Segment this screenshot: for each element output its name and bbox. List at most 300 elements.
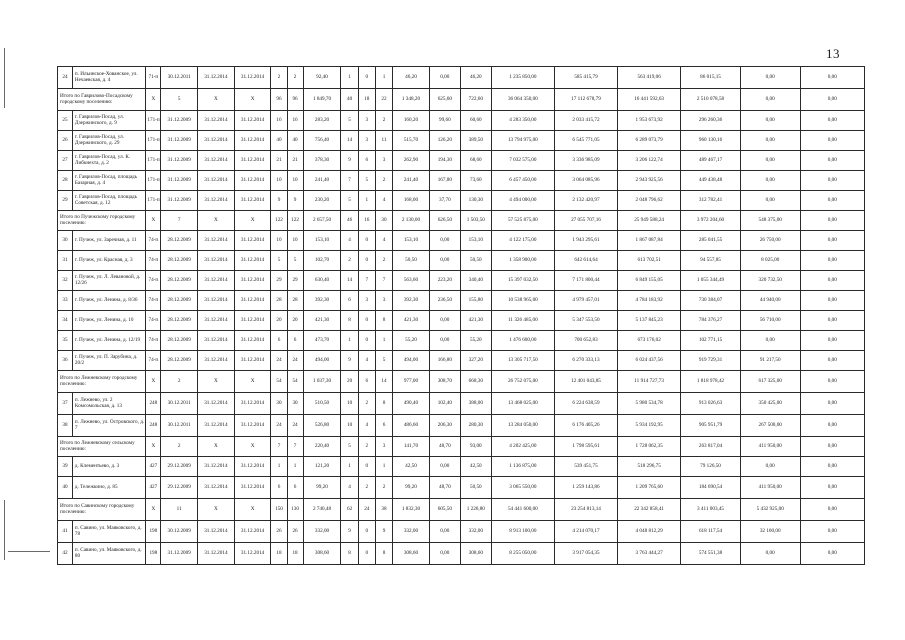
value-cell-c15: 155,80: [460, 291, 491, 311]
value-cell-c16: 1 358 900,00: [491, 251, 554, 271]
value-cell-c16: 1 235 850,00: [491, 67, 554, 89]
value-cell-c17: 4 979 457,01: [554, 291, 617, 311]
table-row: [58, 67, 865, 89]
value-cell-c16: 4 122 175,00: [491, 231, 554, 251]
value-cell-c3: 198: [146, 543, 161, 565]
table-row: [58, 521, 865, 543]
value-cell-c6: 31.12.2014: [234, 457, 271, 477]
value-cell-c6: 31.12.2014: [234, 415, 271, 437]
value-cell-c3: X: [146, 437, 161, 457]
value-cell-c5: 31.12.2014: [198, 171, 235, 191]
value-cell-c11: 3: [358, 111, 375, 131]
value-cell-c5: 31.12.2014: [198, 457, 235, 477]
value-cell-c17: 1 259 143,86: [554, 477, 617, 499]
value-cell-c16: 7 032 575,00: [491, 151, 554, 171]
value-cell-c18: 25 949 588,24: [618, 211, 681, 231]
value-cell-c5: 31.12.2014: [198, 251, 235, 271]
value-cell-c6: 31.12.2014: [234, 151, 271, 171]
value-cell-c21: 0,00: [800, 131, 864, 151]
value-cell-c19: 919 729,31: [681, 351, 741, 371]
value-cell-c20: 32 100,00: [740, 521, 800, 543]
value-cell-c7: 28: [271, 291, 287, 311]
value-cell-c8: 5: [287, 251, 303, 271]
value-cell-c19: 263 817,04: [681, 437, 741, 457]
value-cell-c15: 42,50: [460, 457, 491, 477]
address-cell: г. Пучеж, ул. Ленина, д. 10: [72, 311, 145, 331]
address-cell: г. Пучеж, ул. Красная, д. 3: [72, 251, 145, 271]
value-cell-c4: 2: [161, 437, 198, 457]
value-cell-c18: 6 024 437,56: [618, 351, 681, 371]
value-cell-c20: 548 375,00: [740, 211, 800, 231]
value-cell-c11: 6: [358, 371, 375, 393]
address-cell: г. Гаврилов-Посад, ул. Дзержинского, д. 29: [72, 131, 145, 151]
value-cell-c8: 21: [287, 151, 303, 171]
value-cell-c13: 241,40: [393, 171, 430, 191]
value-cell-c14: 0,00: [429, 311, 460, 331]
value-cell-c21: 0,00: [800, 371, 864, 393]
value-cell-c13: 141,70: [393, 437, 430, 457]
subtotal-row: [58, 499, 865, 521]
value-cell-c16: 3 065 550,00: [491, 477, 554, 499]
value-cell-c6: X: [234, 371, 271, 393]
value-cell-c17: 17 112 678,79: [554, 89, 617, 111]
value-cell-c19: 784 376,27: [681, 311, 741, 331]
value-cell-c21: 0,00: [800, 331, 864, 351]
value-cell-c8: 6: [287, 331, 303, 351]
value-cell-c5: X: [198, 499, 235, 521]
value-cell-c19: 296 260,36: [681, 111, 741, 131]
value-cell-c21: 0,00: [800, 351, 864, 371]
value-cell-c8: 96: [287, 89, 303, 111]
value-cell-c14: 206,30: [429, 415, 460, 437]
value-cell-c18: 1 209 765,60: [618, 477, 681, 499]
value-cell-c18: 5 934 192,95: [618, 415, 681, 437]
row-number-cell: 34: [58, 311, 73, 331]
value-cell-c8: 54: [287, 371, 303, 393]
table-row: [58, 151, 865, 171]
value-cell-c13: 515,70: [393, 131, 430, 151]
value-cell-c3: 171-п: [146, 171, 161, 191]
value-cell-c15: 327,20: [460, 351, 491, 371]
value-cell-c17: 12 401 043,85: [554, 371, 617, 393]
value-cell-c6: 31.12.2014: [234, 231, 271, 251]
value-cell-c9: 526,80: [303, 415, 341, 437]
value-cell-c8: 130: [287, 499, 303, 521]
value-cell-c4: 30.12.2011: [161, 67, 198, 89]
value-cell-c12: 38: [375, 499, 392, 521]
subtotal-label: Итого по Лежневскому сельскому поселению:: [58, 437, 146, 457]
value-cell-c8: 24: [287, 351, 303, 371]
value-cell-c4: 31.12.2009: [161, 111, 198, 131]
value-cell-c3: 74-п: [146, 331, 161, 351]
value-cell-c17: 700 652,83: [554, 331, 617, 351]
value-cell-c19: 79 126,50: [681, 457, 741, 477]
value-cell-c8: 122: [287, 211, 303, 231]
value-cell-c18: 518 296,75: [618, 457, 681, 477]
value-cell-c12: 3: [375, 291, 392, 311]
value-cell-c13: 99,20: [393, 477, 430, 499]
value-cell-c20: 0,00: [740, 67, 800, 89]
value-cell-c7: 40: [271, 131, 287, 151]
value-cell-c21: 0,00: [800, 111, 864, 131]
value-cell-c12: 14: [375, 371, 392, 393]
value-cell-c9: 92,40: [303, 67, 341, 89]
value-cell-c18: 563 419,06: [618, 67, 681, 89]
value-cell-c10: 9: [341, 151, 358, 171]
value-cell-c10: 2: [341, 251, 358, 271]
value-cell-c16: 10 538 965,00: [491, 291, 554, 311]
left-margin-mark: [4, 48, 5, 108]
value-cell-c15: 50,50: [460, 477, 491, 499]
value-cell-c20: 0,00: [740, 191, 800, 211]
value-cell-c11: 24: [358, 499, 375, 521]
value-cell-c7: 29: [271, 271, 287, 291]
value-cell-c7: 2: [271, 67, 287, 89]
value-cell-c12: 6: [375, 415, 392, 437]
value-cell-c17: 642 614,64: [554, 251, 617, 271]
address-cell: г. Пучеж, ул. Ленина, д. 8/36: [72, 291, 145, 311]
table-row: [58, 251, 865, 271]
value-cell-c9: 102,70: [303, 251, 341, 271]
value-cell-c9: 392,30: [303, 291, 341, 311]
value-cell-c21: 0,00: [800, 271, 864, 291]
value-cell-c5: 31.12.2014: [198, 331, 235, 351]
value-cell-c19: 730 384,07: [681, 291, 741, 311]
value-cell-c16: 36 064 350,00: [491, 89, 554, 111]
value-cell-c11: 0: [358, 311, 375, 331]
value-cell-c16: 6 457 450,00: [491, 171, 554, 191]
value-cell-c14: 223,20: [429, 271, 460, 291]
value-cell-c17: 27 055 707,16: [554, 211, 617, 231]
value-cell-c14: 236,50: [429, 291, 460, 311]
value-cell-c9: 332,00: [303, 521, 341, 543]
value-cell-c4: 30.12.2011: [161, 393, 198, 415]
value-cell-c17: 4 214 070,17: [554, 521, 617, 543]
value-cell-c7: 96: [271, 89, 287, 111]
value-cell-c7: 16: [271, 111, 287, 131]
subtotal-label: Итого по Пучежскому городскому поселению:: [58, 211, 146, 231]
value-cell-c15: 130,30: [460, 191, 491, 211]
value-cell-c19: 489 467,17: [681, 151, 741, 171]
address-cell: г. Пучеж, ул. Ленина, д. 12/19: [72, 331, 145, 351]
value-cell-c14: 37,70: [429, 191, 460, 211]
address-cell: г. Пучеж, ул. Заречная, д. 11: [72, 231, 145, 251]
value-cell-c8: 6: [287, 477, 303, 499]
value-cell-c5: X: [198, 211, 235, 231]
value-cell-c16: 13 284 050,00: [491, 415, 554, 437]
value-cell-c10: 62: [341, 499, 358, 521]
value-cell-c9: 421,30: [303, 311, 341, 331]
value-cell-c14: 626,50: [429, 211, 460, 231]
value-cell-c3: 171-п: [146, 151, 161, 171]
value-cell-c6: 31.12.2014: [234, 393, 271, 415]
subtotal-row: [58, 89, 865, 111]
value-cell-c12: 1: [375, 457, 392, 477]
value-cell-c4: 28.12.2009: [161, 231, 198, 251]
value-cell-c20: 0,00: [740, 151, 800, 171]
value-cell-c10: 1: [341, 331, 358, 351]
row-number-cell: 39: [58, 457, 73, 477]
value-cell-c4: 30.12.2011: [161, 415, 198, 437]
value-cell-c4: 30.12.2009: [161, 521, 198, 543]
value-cell-c4: 31.12.2009: [161, 171, 198, 191]
value-cell-c13: 50,50: [393, 251, 430, 271]
value-cell-c19: 913 026,63: [681, 393, 741, 415]
value-cell-c15: 722,60: [460, 89, 491, 111]
value-cell-c20: 0,00: [740, 111, 800, 131]
value-cell-c10: 9: [341, 521, 358, 543]
value-cell-c5: X: [198, 437, 235, 457]
value-cell-c8: 10: [287, 171, 303, 191]
value-cell-c9: 220,40: [303, 437, 341, 457]
value-cell-c7: 54: [271, 371, 287, 393]
value-cell-c10: 5: [341, 111, 358, 131]
value-cell-c8: 20: [287, 311, 303, 331]
value-cell-c21: 0,00: [800, 151, 864, 171]
value-cell-c19: 184 690,54: [681, 477, 741, 499]
value-cell-c20: 320 732,50: [740, 271, 800, 291]
value-cell-c9: 241,40: [303, 171, 341, 191]
value-cell-c13: 490,40: [393, 393, 430, 415]
value-cell-c18: 1 728 062,35: [618, 437, 681, 457]
value-cell-c21: 0,00: [800, 393, 864, 415]
value-cell-c5: X: [198, 371, 235, 393]
value-cell-c3: 74-п: [146, 231, 161, 251]
value-cell-c6: 31.12.2014: [234, 111, 271, 131]
value-cell-c7: 122: [271, 211, 287, 231]
value-cell-c20: 617 325,00: [740, 371, 800, 393]
value-cell-c17: 2 132 420,97: [554, 191, 617, 211]
value-cell-c17: 3 336 985,09: [554, 151, 617, 171]
value-cell-c3: 248: [146, 415, 161, 437]
value-cell-c3: 71-п: [146, 67, 161, 89]
table-row: [58, 291, 865, 311]
value-cell-c3: X: [146, 371, 161, 393]
value-cell-c13: 308,60: [393, 543, 430, 565]
value-cell-c13: 160,20: [393, 111, 430, 131]
value-cell-c17: 1 943 295,61: [554, 231, 617, 251]
value-cell-c15: 73,60: [460, 171, 491, 191]
value-cell-c10: 5: [341, 437, 358, 457]
value-cell-c5: X: [198, 89, 235, 111]
value-cell-c11: 1: [358, 191, 375, 211]
value-cell-c10: 14: [341, 131, 358, 151]
value-cell-c18: 16 441 592,63: [618, 89, 681, 111]
value-cell-c18: 3 206 122,74: [618, 151, 681, 171]
value-cell-c21: 0,00: [800, 457, 864, 477]
value-cell-c12: 8: [375, 393, 392, 415]
value-cell-c14: 126,20: [429, 131, 460, 151]
value-cell-c12: 1: [375, 67, 392, 89]
value-cell-c21: 0,00: [800, 291, 864, 311]
value-cell-c17: 3 917 054,35: [554, 543, 617, 565]
value-cell-c14: 102,40: [429, 393, 460, 415]
address-cell: д. Тележкино, д. 85: [72, 477, 145, 499]
value-cell-c3: 171-п: [146, 111, 161, 131]
table-row: [58, 331, 865, 351]
subtotal-row: [58, 371, 865, 393]
value-cell-c16: 13 794 975,00: [491, 131, 554, 151]
value-cell-c8: 18: [287, 543, 303, 565]
value-cell-c10: 1: [341, 457, 358, 477]
value-cell-c17: 23 254 813,14: [554, 499, 617, 521]
value-cell-c6: 31.12.2014: [234, 311, 271, 331]
value-cell-c20: 0,00: [740, 171, 800, 191]
table-row: [58, 543, 865, 565]
value-cell-c5: 31.12.2014: [198, 151, 235, 171]
value-cell-c6: 31.12.2014: [234, 251, 271, 271]
value-cell-c5: 31.12.2014: [198, 477, 235, 499]
value-cell-c17: 3 064 085,96: [554, 171, 617, 191]
value-cell-c13: 421,30: [393, 311, 430, 331]
value-cell-c13: 486,60: [393, 415, 430, 437]
value-cell-c19: 94 557,85: [681, 251, 741, 271]
value-cell-c19: 574 551,38: [681, 543, 741, 565]
value-cell-c9: 510,50: [303, 393, 341, 415]
value-cell-c7: 9: [271, 191, 287, 211]
value-cell-c18: 673 176,02: [618, 331, 681, 351]
value-cell-c12: 9: [375, 521, 392, 543]
value-cell-c10: 10: [341, 415, 358, 437]
value-cell-c7: 5: [271, 251, 287, 271]
table-row: [58, 171, 865, 191]
value-cell-c14: 167,80: [429, 171, 460, 191]
value-cell-c7: 10: [271, 231, 287, 251]
value-cell-c9: 1 037,30: [303, 371, 341, 393]
value-cell-c21: 0,00: [800, 171, 864, 191]
value-cell-c9: 494,00: [303, 351, 341, 371]
row-number-cell: 42: [58, 543, 73, 565]
value-cell-c21: 0,00: [800, 543, 864, 565]
value-cell-c10: 6: [341, 291, 358, 311]
value-cell-c6: 31.12.2014: [234, 131, 271, 151]
value-cell-c14: 0,00: [429, 521, 460, 543]
value-cell-c3: X: [146, 211, 161, 231]
value-cell-c20: 26 750,00: [740, 231, 800, 251]
row-number-cell: 41: [58, 521, 73, 543]
value-cell-c8: 29: [287, 271, 303, 291]
value-cell-c3: 74-п: [146, 271, 161, 291]
address-cell: п. Савино, ул. Маяковского, д. 80: [72, 543, 145, 565]
value-cell-c20: 0,00: [740, 131, 800, 151]
table-body: [58, 67, 865, 565]
value-cell-c7: 18: [271, 543, 287, 565]
address-cell: п. Савино, ул. Маяковского, д. 78: [72, 521, 145, 543]
value-cell-c15: 421,30: [460, 311, 491, 331]
value-cell-c14: 48,70: [429, 477, 460, 499]
value-cell-c16: 13 305 717,50: [491, 351, 554, 371]
value-cell-c8: 24: [287, 415, 303, 437]
value-cell-c11: 5: [358, 171, 375, 191]
value-cell-c4: 5: [161, 89, 198, 111]
value-cell-c21: 0,00: [800, 67, 864, 89]
value-cell-c7: 30: [271, 393, 287, 415]
value-cell-c9: 283,20: [303, 111, 341, 131]
value-cell-c15: 340,40: [460, 271, 491, 291]
value-cell-c8: 2: [287, 67, 303, 89]
value-cell-c18: 22 342 858,41: [618, 499, 681, 521]
subtotal-label: Итого по Савинскому городскому поселению:: [58, 499, 146, 521]
value-cell-c21: 0,00: [800, 89, 864, 111]
value-cell-c9: 2 657,50: [303, 211, 341, 231]
value-cell-c18: 2 943 925,56: [618, 171, 681, 191]
value-cell-c20: 44 940,00: [740, 291, 800, 311]
subtotal-label: Итого по Гаврилово-Посадскому городскому поселению:: [58, 89, 146, 111]
value-cell-c19: 1 055 344,49: [681, 271, 741, 291]
value-cell-c15: 308,60: [460, 543, 491, 565]
row-number-cell: 26: [58, 131, 73, 151]
left-margin-mark-lower: [4, 500, 5, 560]
value-cell-c11: 3: [358, 291, 375, 311]
value-cell-c12: 3: [375, 151, 392, 171]
value-cell-c3: 74-п: [146, 311, 161, 331]
address-cell: п. Ильинское-Хованское, ул. Нечаевская, д. 4: [72, 67, 145, 89]
value-cell-c5: 31.12.2014: [198, 191, 235, 211]
value-cell-c20: 411 950,00: [740, 477, 800, 499]
value-cell-c7: 10: [271, 171, 287, 191]
value-cell-c7: 26: [271, 521, 287, 543]
value-cell-c18: 2 048 796,62: [618, 191, 681, 211]
row-number-cell: 30: [58, 231, 73, 251]
value-cell-c10: 9: [341, 351, 358, 371]
value-cell-c14: 625,60: [429, 89, 460, 111]
value-cell-c14: 0,00: [429, 331, 460, 351]
value-cell-c4: 29.12.2009: [161, 457, 198, 477]
value-cell-c18: 6 289 073,79: [618, 131, 681, 151]
value-cell-c3: X: [146, 499, 161, 521]
value-cell-c17: 6 545 771,05: [554, 131, 617, 151]
row-number-cell: 28: [58, 171, 73, 191]
value-cell-c5: 31.12.2014: [198, 111, 235, 131]
value-cell-c7: 6: [271, 477, 287, 499]
value-cell-c7: 150: [271, 499, 287, 521]
value-cell-c13: 563,60: [393, 271, 430, 291]
value-cell-c13: 42,50: [393, 457, 430, 477]
value-cell-c8: 30: [287, 393, 303, 415]
value-cell-c14: 308,70: [429, 371, 460, 393]
value-cell-c19: 1 818 978,42: [681, 371, 741, 393]
value-cell-c20: 56 710,00: [740, 311, 800, 331]
value-cell-c21: 0,00: [800, 437, 864, 457]
value-cell-c5: 31.12.2014: [198, 393, 235, 415]
value-cell-c18: 6 849 155,05: [618, 271, 681, 291]
value-cell-c6: X: [234, 499, 271, 521]
value-cell-c18: 4 784 183,92: [618, 291, 681, 311]
value-cell-c7: 20: [271, 311, 287, 331]
value-cell-c3: 74-п: [146, 291, 161, 311]
value-cell-c6: 31.12.2014: [234, 521, 271, 543]
value-cell-c15: 332,00: [460, 521, 491, 543]
value-cell-c16: 4 283 350,00: [491, 111, 554, 131]
value-cell-c12: 7: [375, 271, 392, 291]
value-cell-c12: 2: [375, 251, 392, 271]
value-cell-c13: 494,00: [393, 351, 430, 371]
value-cell-c8: 40: [287, 131, 303, 151]
value-cell-c16: 4 202 425,00: [491, 437, 554, 457]
value-cell-c21: 0,00: [800, 311, 864, 331]
value-cell-c12: 1: [375, 331, 392, 351]
value-cell-c11: 0: [358, 331, 375, 351]
value-cell-c3: 427: [146, 457, 161, 477]
value-cell-c15: 388,00: [460, 393, 491, 415]
value-cell-c13: 153,10: [393, 231, 430, 251]
value-cell-c16: 54 441 600,00: [491, 499, 554, 521]
value-cell-c13: 1 348,20: [393, 89, 430, 111]
value-cell-c7: 24: [271, 415, 287, 437]
value-cell-c15: 1 503,50: [460, 211, 491, 231]
value-cell-c15: 93,00: [460, 437, 491, 457]
value-cell-c6: 31.12.2014: [234, 291, 271, 311]
